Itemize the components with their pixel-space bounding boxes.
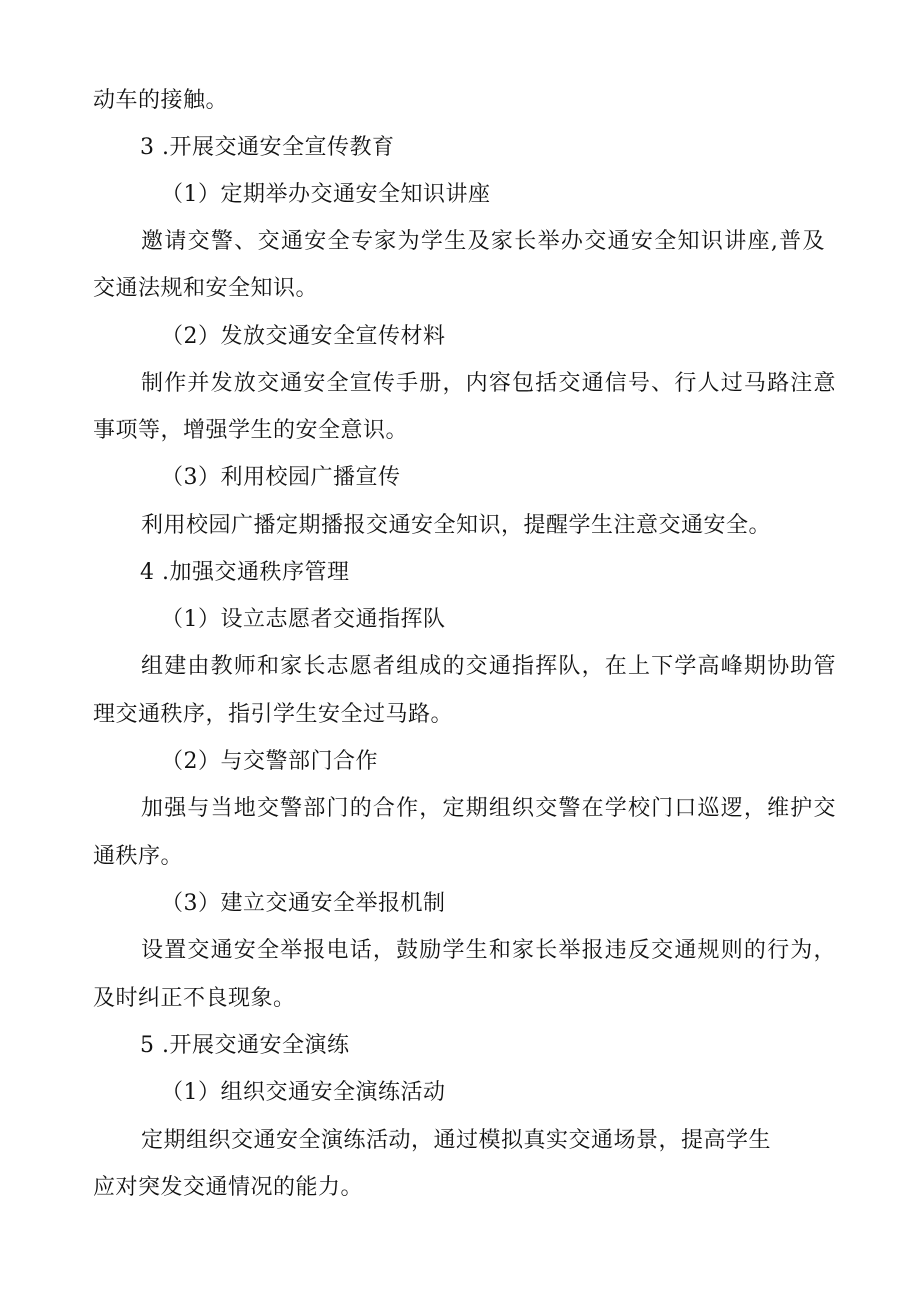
- subheading-4-2: （2）与交警部门合作: [161, 749, 378, 774]
- section-heading-4: 4 .加强交通秩序管理: [140, 560, 350, 585]
- paragraph-line: 定期组织交通安全演练活动，通过模拟真实交通场景，提高学生: [141, 1128, 772, 1153]
- subheading-4-3: （3）建立交通安全举报机制: [161, 891, 446, 916]
- paragraph-line: 设置交通安全举报电话，鼓励学生和家长举报违反交通规则的行为，: [141, 938, 836, 963]
- paragraph-line: 事项等，增强学生的安全意识。: [93, 418, 409, 443]
- paragraph-line: 及时纠正不良现象。: [93, 986, 296, 1011]
- subheading-3-3: （3）利用校园广播宣传: [161, 465, 401, 490]
- section-heading-5: 5 .开展交通安全演练: [140, 1033, 350, 1058]
- subheading-3-1: （1）定期举办交通安全知识讲座: [161, 182, 491, 207]
- paragraph-continuation: 动车的接触。: [93, 88, 229, 113]
- paragraph-line: 组建由教师和家长志愿者组成的交通指挥队，在上下学高峰期协助管: [141, 654, 836, 679]
- section-heading-3: 3 .开展交通安全宣传教育: [140, 135, 395, 160]
- subheading-4-1: （1）设立志愿者交通指挥队: [161, 607, 446, 632]
- paragraph-line: 制作并发放交通安全宣传手册，内容包括交通信号、行人过马路注意: [141, 371, 836, 396]
- paragraph-line: 利用校园广播定期播报交通安全知识，提醒学生注意交通安全。: [141, 513, 772, 538]
- paragraph-line: 交通法规和安全知识。: [93, 276, 319, 301]
- paragraph-line: 应对突发交通情况的能力。: [93, 1175, 364, 1200]
- subheading-5-1: （1）组织交通安全演练活动: [161, 1080, 446, 1105]
- paragraph-line: 邀请交警、交通安全专家为学生及家长举办交通安全知识讲座,普及: [141, 229, 825, 254]
- paragraph-line: 理交通秩序，指引学生安全过马路。: [93, 702, 454, 727]
- paragraph-line: 通秩序。: [93, 844, 184, 869]
- subheading-3-2: （2）发放交通安全宣传材料: [161, 324, 446, 349]
- paragraph-line: 加强与当地交警部门的合作，定期组织交警在学校门口巡逻，维护交: [141, 796, 836, 821]
